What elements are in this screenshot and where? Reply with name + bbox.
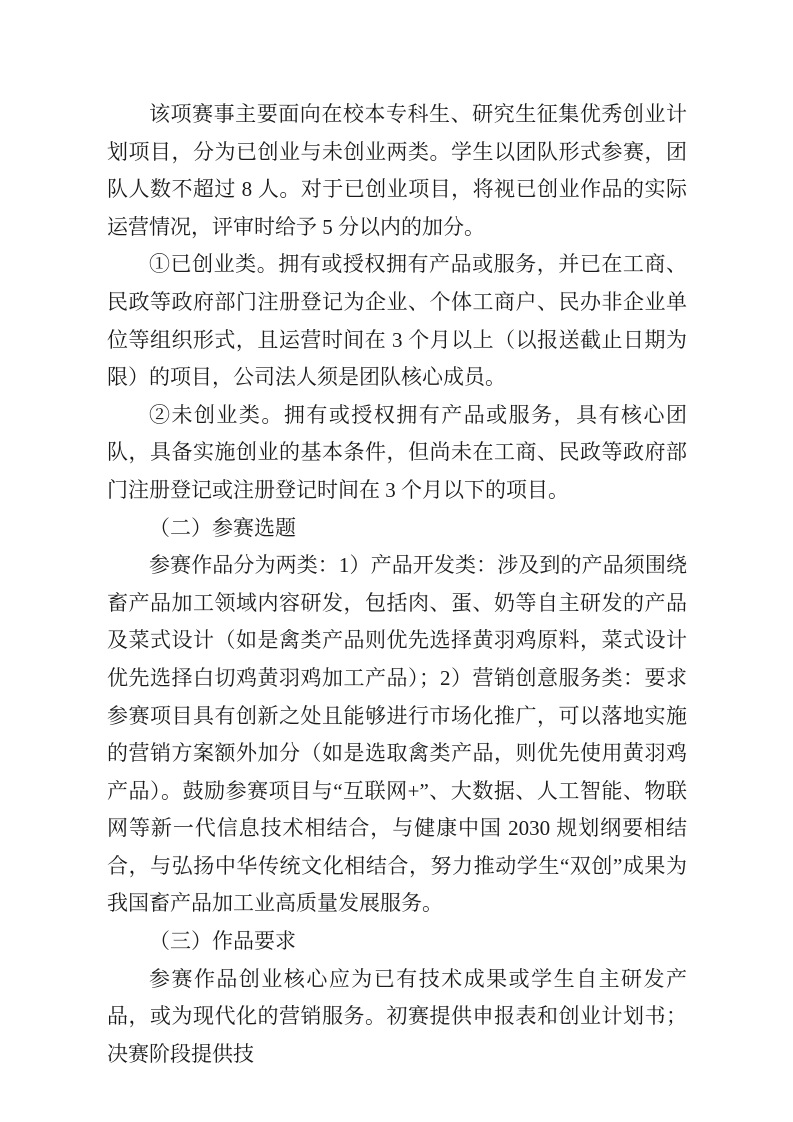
section-heading-topics: （二）参赛选题	[149, 515, 296, 540]
paragraph-category-1-started: ①已创业类。拥有或授权拥有产品或服务，并已在工商、民政等政府部门注册登记为企业、个体工商户、民办非企业单位等组织形式，且运营时间在 3 个月以上（以报送截止日期为限）的项目，公司法人须是团队核心成员。	[107, 252, 687, 390]
paragraph-eligibility-overview: 该项赛事主要面向在校本专科生、研究生征集优秀创业计划项目，分为已创业与未创业两类。学生以团队形式参赛，团队人数不超过 8 人。对于已创业项目，将视已创业作品的实际运营情况，评审时给予 5 分以内的加分。	[107, 102, 687, 239]
section-heading-work-requirements: （三）作品要求	[149, 929, 296, 954]
paragraph-topic-categories: 参赛作品分为两类：1）产品开发类：涉及到的产品须围绕畜产品加工领域内容研发，包括肉、蛋、奶等自主研发的产品及菜式设计（如是禽类产品则优先选择黄羽鸡原料，菜式设计优先选择白切鸡黄羽鸡加工产品）；2）营销创意服务类：要求参赛项目具有创新之处且能够进行市场化推广，可以落地实施的营销方案额外加分（如是选取禽类产品，则优先使用黄羽鸡产品）。鼓励参赛项目与“互联网+”、大数据、人工智能、物联网等新一代信息技术相结合，与健康中国 2030 规划纲要相结合，与弘扬中华传统文化相结合，努力推动学生“双创”成果为我国畜产品加工业高质量发展服务。	[107, 553, 687, 916]
paragraph-work-requirements: 参赛作品创业核心应为已有技术成果或学生自主研发产品，或为现代化的营销服务。初赛提供申报表和创业计划书；决赛阶段提供技	[107, 966, 687, 1066]
paragraph-category-2-not-started: ②未创业类。拥有或授权拥有产品或服务，具有核心团队，具备实施创业的基本条件，但尚未在工商、民政等政府部门注册登记或注册登记时间在 3 个月以下的项目。	[107, 402, 687, 502]
document-text-block	[107, 96, 687, 1073]
